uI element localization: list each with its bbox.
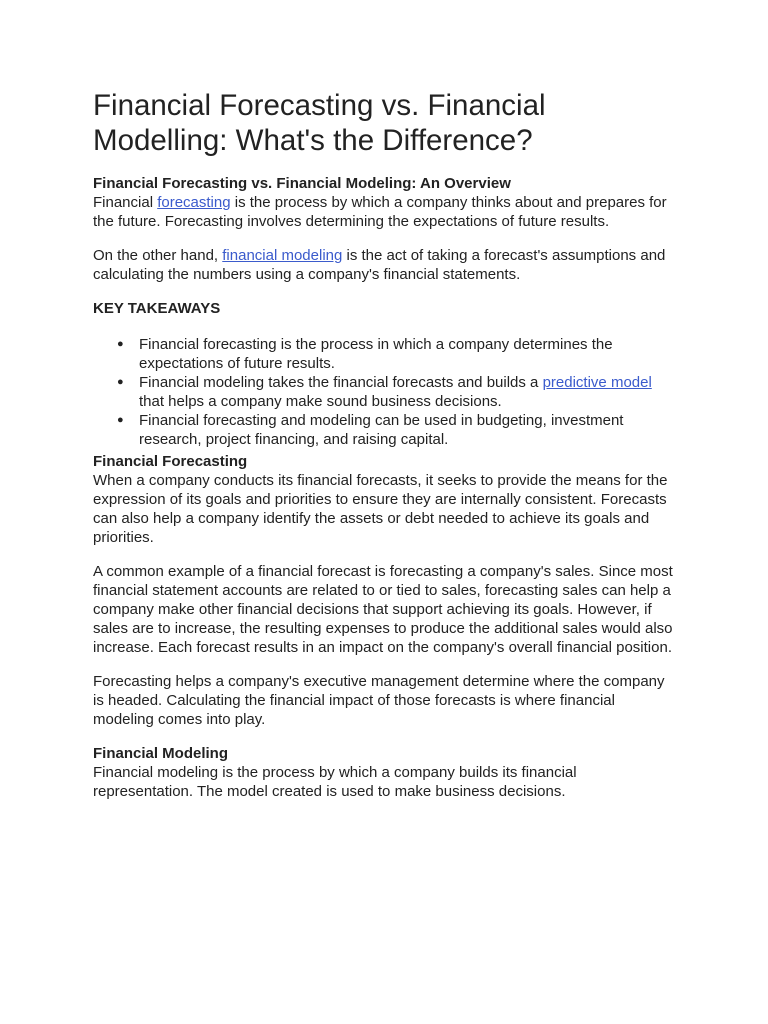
predictive-model-link[interactable]: predictive model	[542, 374, 652, 391]
forecasting-paragraph-1: When a company conducts its financial forecasts, it seeks to provide the means for the expression of its goals and priorities to ensure they are internally consistent. Forecasts can also help a company identify the assets or debt needed to achieve its goals and priorities.	[93, 472, 668, 546]
forecasting-link[interactable]: forecasting	[157, 194, 231, 211]
list-item-text: Financial forecasting is the process in which a company determines the expectations of future results.	[139, 336, 613, 372]
overview-paragraph-2	[93, 246, 675, 284]
financial-modeling-heading: Financial Modeling	[93, 745, 229, 762]
overview-heading: Financial Forecasting vs. Financial Modeling: An Overview	[93, 175, 511, 192]
key-takeaways-list	[93, 335, 675, 449]
text-span: is the act of taking a forecast's assumptions and calculating the numbers using a company's financial statements.	[93, 247, 666, 283]
page-title: Financial Forecasting vs. Financial Modelling: What's the Difference?	[93, 89, 546, 157]
list-item-text: that helps a company make sound business decisions.	[139, 393, 502, 410]
bullet-icon: ●	[117, 338, 124, 350]
financial-modeling-link[interactable]: financial modeling	[222, 247, 343, 264]
forecasting-paragraph-3: Forecasting helps a company's executive management determine where the company is headed. Calculating the financial impact of those forecasts is where financial modeling comes into play.	[93, 673, 665, 728]
financial-forecasting-heading: Financial Forecasting	[93, 453, 248, 470]
list-item	[117, 411, 675, 449]
text-span: is the process by which a company thinks about and prepares for the future. Forecasting involves determining the expectations of future results.	[93, 194, 667, 230]
list-item	[117, 373, 675, 411]
bullet-icon: ●	[117, 414, 124, 426]
forecasting-paragraph-2: A common example of a financial forecast is forecasting a company's sales. Since most financial statement accounts are related to or tied to sales, forecasting sales can help a company make other financial decisions that support achieving its goals. However, if sales are to increase, the resulting expenses to produce the additional sales would also increase. Each forecast results in an impact on the company's overall financial position.	[93, 563, 673, 656]
list-item-text: Financial modeling takes the financial forecasts and builds a	[139, 374, 543, 391]
modeling-paragraph-1: Financial modeling is the process by which a company builds its financial representation. The model created is used to make business decisions.	[93, 764, 577, 800]
list-item-text: Financial forecasting and modeling can be used in budgeting, investment research, project financing, and raising capital.	[139, 412, 624, 448]
text-span: Financial	[93, 194, 158, 211]
text-span: On the other hand,	[93, 247, 223, 264]
key-takeaways-heading: KEY TAKEAWAYS	[93, 300, 221, 317]
list-item	[117, 335, 675, 373]
bullet-icon: ●	[117, 376, 124, 388]
overview-paragraph-1	[93, 193, 675, 231]
